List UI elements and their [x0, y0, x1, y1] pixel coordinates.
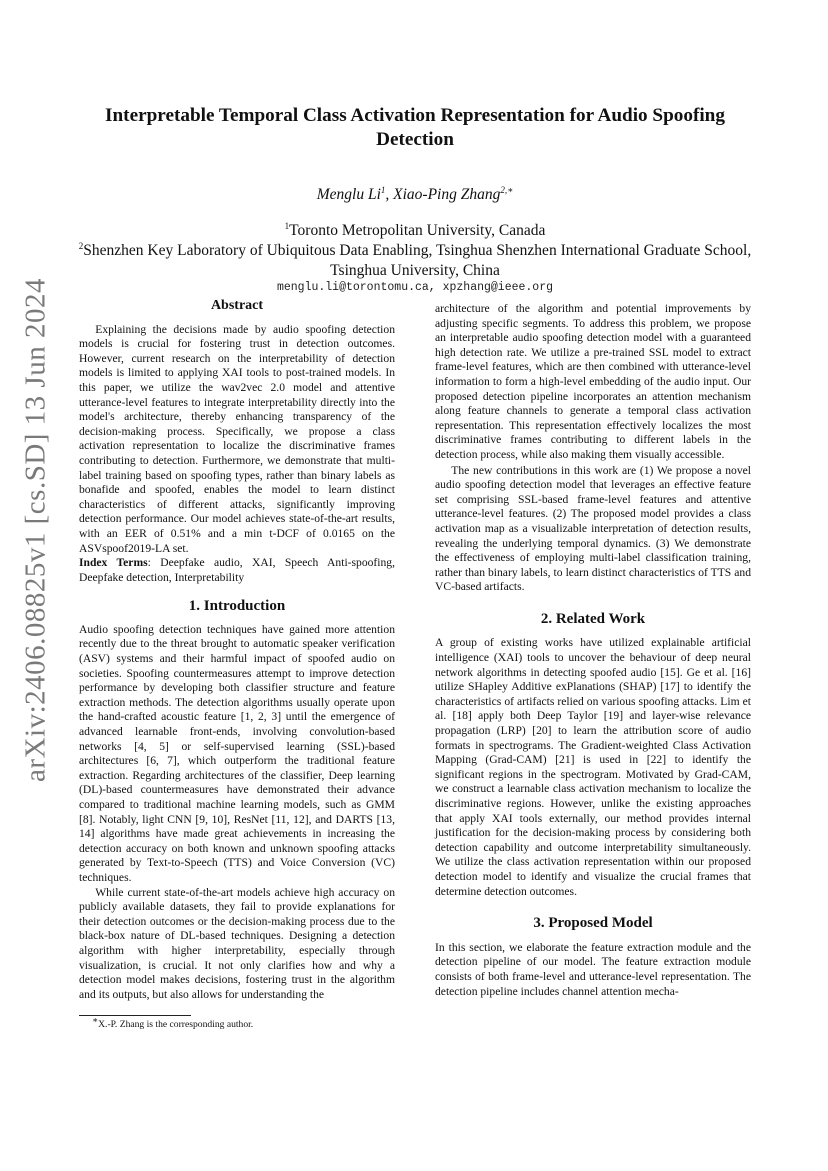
index-terms-label: Index Terms [79, 556, 148, 570]
proposed-model-heading: 3. Proposed Model [533, 915, 653, 932]
proposed-model-paragraph: In this section, we elaborate the feature extraction module and the detection pipeline of our model. The feature extraction module consists of both frame-level and utterance-level representation. The detection pipeline includes channel attention mecha- [435, 940, 751, 998]
affiliation-2 [60, 241, 770, 281]
intro-paragraph-1: Audio spoofing detection techniques have gained more attention recently due to the threat brought to automatic speaker verification (ASV) systems and their harmful impact of spoofed audio on societies. Spoofing countermeasures attempt to improve detection performance by developing both classifier structure and feature extraction methods. The detection algorithms usually operate upon the hand-crafted acoustic feature [1, 2, 3] until the emergence of advanced learnable front-ends, involving convolution-based networks [4, 5] or self-supervised learning (SSL)-based architectures [6, 7], which outperform the traditional feature extraction. Regarding architectures of the classifier, Deep learning (DL)-based countermeasures have demonstrated their advance compared to traditional machine learning models, such as GMM [8]. Notably, light CNN [9, 10], ResNet [11, 12], and DARTS [13, 14] algorithms have made great achievements in increasing the detection accuracy on both known and unknown spoofing attacks generated by Text-to-Speech (TTS) and Voice Conversion (VC) techniques. [79, 622, 395, 884]
author-list [85, 186, 745, 204]
affiliation-1 [60, 221, 770, 241]
paper-title: Interpretable Temporal Class Activation Representation for Audio Spoofing Detection [105, 105, 725, 150]
arxiv-stamp [12, 278, 60, 782]
author-name: Menglu Li [316, 186, 381, 203]
intro-heading: 1. Introduction [188, 598, 286, 615]
affil-text: Shenzhen Key Laboratory of Ubiquitous Data Enabling, Tsinghua Shenzhen International Graduate School, Tsinghua University, China [83, 242, 752, 279]
right-column [435, 302, 751, 999]
footnote [92, 1014, 392, 1030]
footnote-text: X.-P. Zhang is the corresponding author. [98, 1019, 254, 1030]
author-emails: menglu.li@torontomu.ca, xpzhang@ieee.org [276, 281, 554, 294]
affil-mark: 2 [78, 240, 84, 251]
affil-mark: 1 [284, 220, 290, 231]
intro-contributions: The new contributions in this work are (1) We propose a novel audio spoofing detection model that leverages an effective feature set comprising SSL-based frame-level features and attentive utterance-level features. (2) The proposed model provides a class activation map as a visualizable interpretation of detection results, revealing the underlying temporal dynamics. (3) We demonstrate the effectiveness of employing multi-label classification training, rather than binary labels, to learn distinct characteristics of TTS and VC-based artifacts. [435, 463, 751, 594]
related-work-paragraph: A group of existing works have utilized explainable artificial intelligence (XAI) tools to uncover the behaviour of deep neural network algorithms in detecting spoofed audio [15]. Ge et al. [16] utilize SHapley Additive exPlanations (SHAP) [17] to identify the characteristics of artifacts relied on various spoofing attacks. Lim et al. [18] apply both Deep Taylor [19] and layer-wise relevance propagation (LRP) [20] to learn the attribution score of audio formats in spectrograms. The Gradient-weighted Class Activation Mapping (Grad-CAM) [21] is used in [22] to identify the significant regions in the spectrogram. Motivated by Grad-CAM, we construct a learnable class activation mechanism to localize the discriminative regions. However, unlike the existing approaches that apply XAI tools externally, our method provides internal justification for the decision-making process by considering both detection capability and outcome interpretability simultaneously. We utilize the class activation representation within our proposed detection model to identify and visualize the crucial frames that determine detection outcomes. [435, 636, 751, 898]
abstract-heading: Abstract [210, 298, 264, 313]
index-terms [79, 556, 395, 585]
left-column [79, 299, 395, 1002]
intro-paragraph-3: architecture of the algorithm and potential improvements by adjusting specific segments. To address this problem, we propose an interpretable audio spoofing detection model with a guaranteed high detection rate. We utilize a pre-trained SSL model to extract frame-level features, which are then combined with utterance-level information to form a high-level embedding of the audio input. Our proposed detection pipeline incorporates an attention mechanism along feature channels to generate a temporal class activation representation. This representation effectively localizes the most discriminative frames contributing to different labels in the detection process, while also making them visually accessible. [435, 302, 751, 461]
index-terms-text: : Deepfake audio, XAI, Speech Anti-spoofing, Deepfake detection, Interpretability [79, 556, 396, 584]
author-affil-mark: 1 [380, 184, 386, 195]
author-separator: , [385, 186, 394, 203]
abstract-text: Explaining the decisions made by audio spoofing detection models is crucial for fostering trust in detection outcomes. However, current research on the interpretability of detection models is limited to applying XAI tools to post-trained models. In this paper, we utilize the wav2vec 2.0 model and attentive utterance-level features to integrate interpretability directly into the model's architecture, thereby enhancing transparency of the decision-making process. Specifically, we propose a class activation representation to localize the discriminative frames contributing to detection. Furthermore, we demonstrate that multi-label training based on spoofing types, rather than binary labels as bonafide and spoofed, enables the model to learn distinct characteristics of different attacks, significantly improving detection performance. Our model achieves state-of-the-art results, with an EER of 0.51% and a min t-DCF of 0.0165 on the ASVspoof2019-LA set. [79, 322, 395, 555]
affil-text: Toronto Metropolitan University, Canada [289, 222, 546, 239]
intro-paragraph-2: While current state-of-the-art models achieve high accuracy on publicly available datasets, they fail to provide explanations for their detection outcomes or the decision-making process due to the black-box nature of DL-based techniques. Designing a detection algorithm with higher interpretability, especially through visualization, is crucial. It not only clarifies how and why a detection model makes decisions, fostering trust in the algorithm and its outputs, but also allows for understanding the [79, 885, 395, 1001]
arxiv-stamp-text: arXiv:2406.08825v1 [cs.SD] 13 Jun 2024 [19, 278, 52, 782]
author-name: Xiao-Ping Zhang [393, 186, 501, 203]
related-work-heading: 2. Related Work [540, 610, 646, 627]
footnote-mark: ∗ [92, 1014, 99, 1025]
author-affil-mark: 2,∗ [500, 184, 514, 195]
